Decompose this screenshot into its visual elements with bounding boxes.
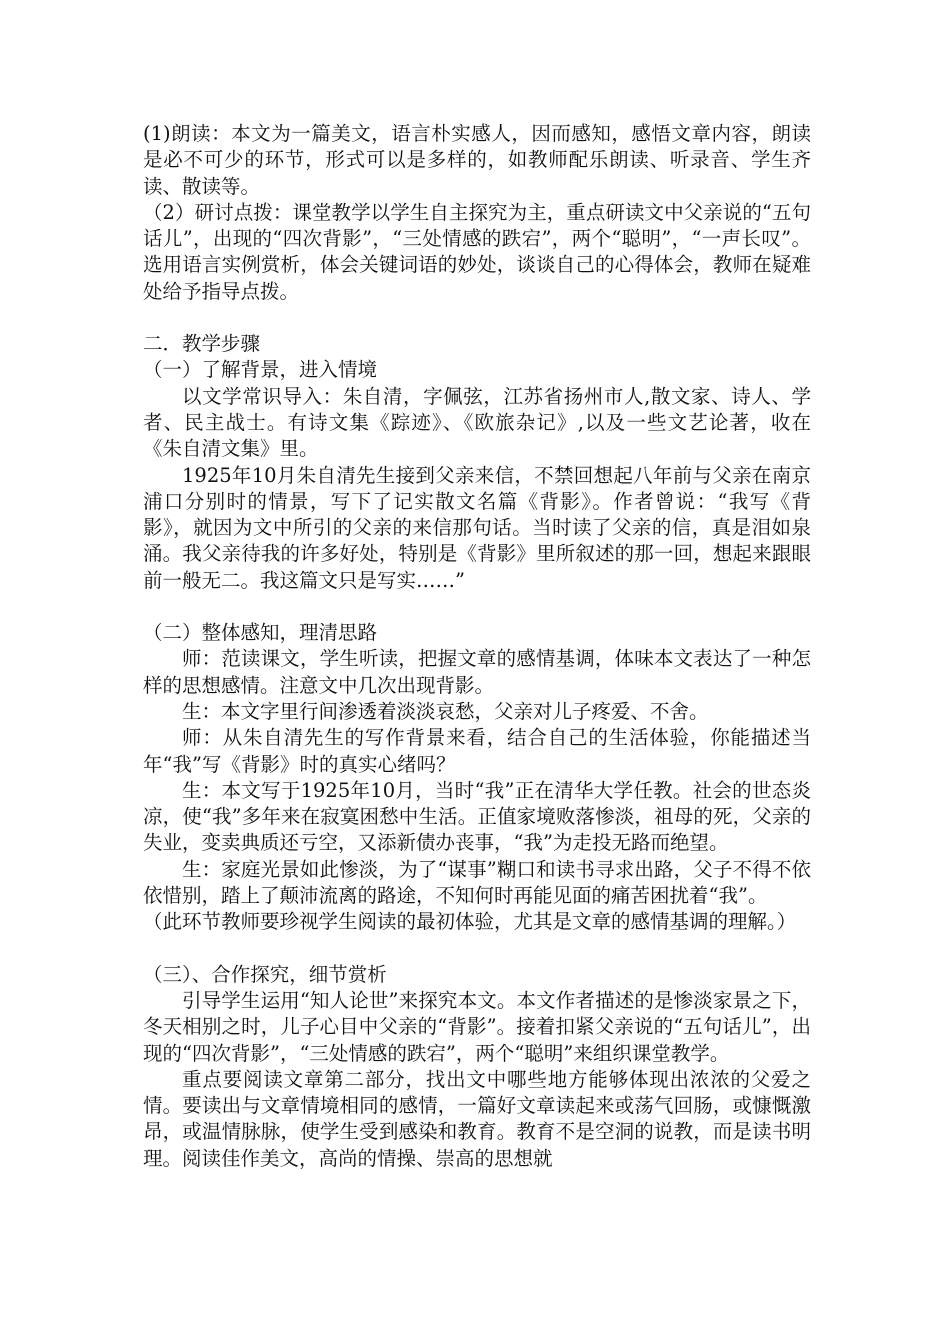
paragraph-writing-background: 1925年10月朱自清先生接到父亲来信，不禁回想起八年前与父亲在南京浦口分别时的情景，写下了记实散文名篇《背影》。作者曾说：“我写《背影》，就因为文中所引的父亲的来信那句话。当时读了父亲的信，真是泪如泉涌。我父亲待我的许多好处，特别是《背影》里所叙述的那一回，想起来跟眼前一般无二。我这篇文只是写实……” — [143, 463, 811, 592]
paragraph-student-answer-2: 生：本文写于1925年10月，当时“我”正在清华大学任教。社会的世态炎凉，使“我”多年来在寂寞困愁中生活。正值家境败落惨淡，祖母的死，父亲的失业，变卖典质还亏空，又添新债办丧事，“我”为走投无路而绝望。 — [143, 778, 811, 855]
subsection-heading-cooperative-inquiry: （三）、合作探究，细节赏析 — [143, 962, 387, 986]
paragraph-discussion: （2）研讨点拨：课堂教学以学生自主探究为主，重点研读文中父亲说的“五句话儿”，出现的“四次背影”，“三处情感的跌宕”，两个“聪明”，“一声长叹”。选用语言实例赏析，体会关键词语的妙处，谈谈自己的心得体会，教师在疑难处给予指导点拨。 — [143, 200, 811, 303]
paragraph-guidance: 引导学生运用“知人论世”来探究本文。本文作者描述的是惨淡家景之下，冬天相别之时，儿子心目中父亲的“背影”。接着扣紧父亲说的“五句话儿”，出现的“四次背影”，“三处情感的跌宕”，两个“聪明”来组织课堂教学。 — [143, 988, 811, 1065]
paragraph-student-answer-3: 生：家庭光景如此惨淡，为了“谋事”糊口和读书寻求出路，父子不得不依依惜别，踏上了颠沛流离的路途，不知何时再能见面的痛苦困扰着“我”。 — [143, 857, 811, 908]
paragraph-teacher-question: 师：从朱自清先生的写作背景来看，结合自己的生活体验，你能描述当年“我”写《背影》时的真实心绪吗？ — [143, 726, 811, 776]
paragraph-gap — [143, 936, 811, 962]
paragraph-gap — [143, 305, 811, 331]
paragraph-teacher-reading: 师：范读课文，学生听读，把握文章的感情基调，体味本文表达了一种怎样的思想感情。注意文中几次出现背影。 — [143, 647, 811, 697]
section-heading-teaching-steps: 二．教学步骤 — [143, 332, 261, 356]
subsection-heading-overall-perception: （二）整体感知，理清思路 — [143, 621, 378, 645]
document-body — [143, 121, 811, 1172]
paragraph-reading: (1)朗读：本文为一篇美文，语言朴实感人，因而感知，感悟文章内容，朗读是必不可少的环节，形式可以是多样的，如教师配乐朗读、听录音、学生齐读、散读等。 — [143, 122, 811, 198]
paragraph-key-reading: 重点要阅读文章第二部分，找出文中哪些地方能够体现出浓浓的父爱之情。要读出与文章情境相同的感情，一篇好文章读起来或荡气回肠，或慷慨激昂，或温情脉脉，使学生受到感染和教育。教育不是空洞的说教，而是读书明理。阅读佳作美文，高尚的情操、崇高的思想就 — [143, 1067, 811, 1170]
subsection-heading-background: （一）了解背景，进入情境 — [143, 358, 378, 382]
paragraph-author-intro: 以文学常识导入：朱自清，字佩弦，江苏省扬州市人,散文家、诗人、学者、民主战士。有诗文集《踪迹》、《欧旅杂记》,以及一些文艺论著，收在《朱自清文集》里。 — [143, 384, 811, 461]
paragraph-student-answer-1: 生：本文字里行间渗透着淡淡哀愁，父亲对儿子疼爱、不舍。 — [182, 699, 709, 723]
paragraph-teacher-note: （此环节教师要珍视学生阅读的最初体验，尤其是文章的感情基调的理解。） — [143, 910, 797, 934]
paragraph-gap — [143, 594, 811, 620]
